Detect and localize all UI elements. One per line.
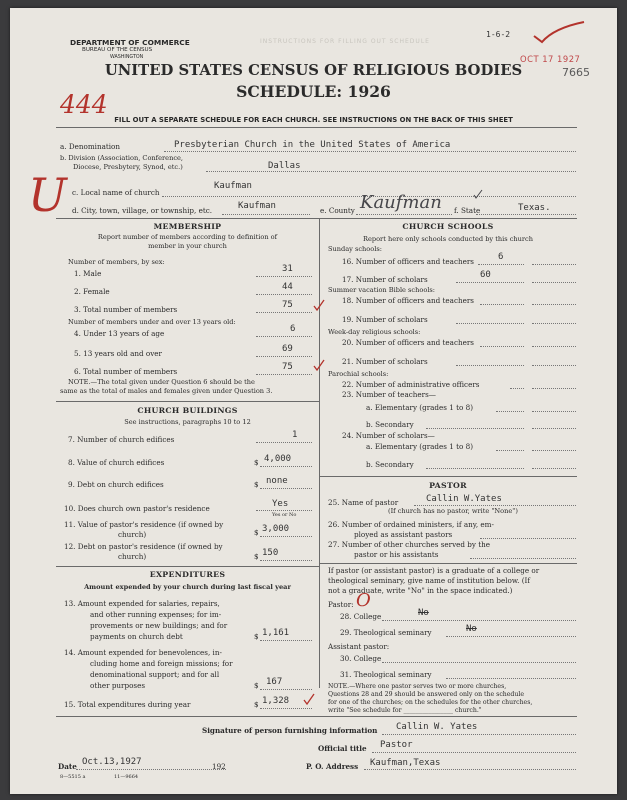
sunday-officers-line (478, 264, 524, 265)
top-section-rule (56, 218, 577, 219)
county-label: e. County (320, 206, 355, 215)
po-address-label: P. O. Address (306, 762, 359, 771)
membership-note: NOTE.—The total given under Question 6 should be the (68, 378, 255, 386)
residence-owned-label: 10. Does church own pastor's residence (64, 504, 210, 513)
under-13-line (256, 336, 312, 337)
benevolences-label: 14. Amount expended for benevolences, in- (64, 648, 222, 657)
graduate-instruction: If pastor (or assistant pastor) is a graduate of a college or (328, 566, 540, 575)
running-expenses-label-3: provements or new buildings; and for (90, 621, 228, 630)
total-expenditures-value: 1,328 (262, 696, 290, 706)
teachers-secondary-line-2 (532, 428, 576, 429)
benevolences-dollar: $ (254, 681, 259, 690)
pastor-seminary-value: No (466, 624, 477, 634)
received-date-stamp: OCT 17 1927 (520, 54, 581, 64)
edifices-count-value: 1 (292, 430, 298, 440)
parochial-scholars-label: 24. Number of scholars— (342, 431, 435, 440)
reverse-bleed-text: INSTRUCTIONS FOR FILLING OUT SCHEDULE (260, 38, 430, 45)
residence-debt-label: 12. Debt on pastor's residence (if owned by (64, 542, 223, 551)
edifices-value-dollar: $ (254, 458, 259, 467)
county-check-mark (472, 188, 484, 200)
assistant-seminary-label: 31. Theological seminary (340, 670, 432, 679)
other-churches-line (470, 558, 576, 559)
pastor-note-4: write "See schedule for ________________ church." (328, 707, 482, 714)
division-label-cont: Diocese, Presbytery, Synod, etc.) (73, 163, 183, 171)
under-13-value: 6 (290, 324, 296, 334)
age-total-check-mark (312, 358, 326, 372)
membership-heading: MEMBERSHIP (153, 222, 222, 231)
date-label: Date (58, 762, 77, 771)
signature-value: Callin W. Yates (396, 722, 478, 732)
column-divider (319, 218, 320, 688)
residence-debt-dollar: $ (254, 552, 259, 561)
assistant-ministers-line (480, 538, 576, 539)
church-name-label: c. Local name of church (72, 188, 160, 197)
running-expenses-label-2: and other running expenses; for im- (90, 610, 222, 619)
buildings-intro: See instructions, paragraphs 10 to 12 (124, 418, 251, 426)
pen-check-mark (530, 20, 590, 46)
over-13-value: 69 (282, 344, 293, 354)
division-line (206, 171, 576, 172)
po-address-line (364, 769, 576, 770)
by-sex-label: Number of members, by sex: (68, 258, 165, 266)
residence-value-label: 11. Value of pastor's residence (if owned by (64, 520, 224, 529)
pastor-heading: PASTOR (429, 481, 467, 490)
female-line (256, 294, 312, 295)
assistant-education-label: Assistant pastor: (328, 642, 390, 651)
city-name: WASHINGTON (110, 55, 144, 60)
total-members-age-label: 6. Total number of members (74, 367, 178, 376)
pastor-name-label: 25. Name of pastor (328, 498, 399, 507)
expenditures-heading: EXPENDITURES (149, 570, 226, 579)
weekday-schools-label: Week-day religious schools: (328, 328, 421, 336)
bureau-name: BUREAU OF THE CENSUS (82, 47, 153, 53)
scholars-secondary-line (426, 468, 524, 469)
pastor-college-value: No (418, 608, 429, 618)
weekday-scholars-line-2 (532, 365, 576, 366)
vacation-schools-label: Summer vacation Bible schools: (328, 286, 436, 294)
other-churches-label-cont: pastor or his assistants (354, 550, 439, 559)
edifices-count-line (256, 442, 312, 443)
female-label: 2. Female (74, 287, 110, 296)
edifices-count-label: 7. Number of church edifices (68, 435, 175, 444)
header-rule (56, 127, 577, 128)
division-value: Dallas (268, 161, 301, 171)
parochial-admin-label: 22. Number of administrative officers (342, 380, 480, 389)
weekday-officers-line-2 (532, 346, 576, 347)
official-title-value: Pastor (380, 740, 413, 750)
female-value: 44 (282, 282, 293, 292)
assistant-college-label: 30. College (340, 654, 382, 663)
state-value: Texas. (518, 203, 551, 213)
pen-letter-annotation: U (28, 168, 67, 222)
edifices-value-value: 4,000 (264, 454, 292, 464)
denomination-label: a. Denomination (60, 142, 120, 151)
edifices-debt-value: none (266, 476, 288, 486)
pastor-education-label: Pastor: (328, 600, 354, 609)
edifices-value-line (260, 466, 312, 467)
running-expenses-line (260, 640, 312, 641)
scholars-secondary-label: b. Secondary (366, 460, 414, 469)
pastor-inner-rule (319, 563, 577, 564)
schools-intro: Report here only schools conducted by this church (363, 235, 533, 243)
vacation-officers-line-2 (532, 304, 576, 305)
department-name: DEPARTMENT OF COMMERCE (70, 38, 190, 47)
teachers-elementary-line (496, 411, 524, 412)
state-line (476, 214, 576, 215)
signature-label: Signature of person furnishing information (202, 726, 378, 735)
male-label: 1. Male (74, 269, 102, 278)
census-schedule-sheet (10, 8, 617, 794)
weekday-scholars-line (456, 365, 524, 366)
parochial-admin-line-2 (532, 388, 576, 389)
residence-owned-value: Yes (272, 499, 289, 509)
total-expenditures-dollar: $ (254, 700, 259, 709)
vacation-officers-line (480, 304, 524, 305)
sunday-schools-label: Sunday schools: (328, 245, 382, 253)
residence-value-line (260, 536, 312, 537)
total-members-value: 75 (282, 300, 293, 310)
membership-intro-cont: member in your church (148, 242, 227, 250)
expenditure-check-mark (302, 692, 316, 706)
sunday-officers-value: 6 (498, 252, 504, 262)
male-value: 31 (282, 264, 293, 274)
denomination-line (164, 151, 576, 152)
city-line (222, 214, 310, 215)
over-13-label: 5. 13 years old and over (74, 349, 162, 358)
form-title: UNITED STATES CENSUS OF RELIGIOUS BODIES (104, 62, 523, 79)
parochial-teachers-label: 23. Number of teachers— (342, 390, 436, 399)
residence-value-dollar: $ (254, 528, 259, 537)
instruction-line: FILL OUT A SEPARATE SCHEDULE FOR EACH CHURCH. SEE INSTRUCTIONS ON THE BACK OF THIS SHEET (114, 116, 513, 124)
membership-note-cont: same as the total of males and females given under Question 3. (60, 387, 273, 395)
signature-line (382, 734, 576, 735)
total-expenditures-line (260, 708, 312, 709)
teachers-elementary-label: a. Elementary (grades 1 to 8) (366, 403, 473, 412)
serial-number: 7665 (562, 66, 590, 79)
buildings-rule (56, 566, 319, 567)
total-members-age-line (256, 374, 312, 375)
church-name-value: Kaufman (214, 181, 252, 191)
benevolences-line (260, 689, 312, 690)
form-code: 1-6-2 (486, 30, 511, 39)
city-label: d. City, town, village, or township, etc. (72, 206, 213, 215)
date-suffix: 192 (212, 762, 226, 771)
age-split-label: Number of members under and over 13 years old: (68, 318, 236, 326)
buildings-heading: CHURCH BUILDINGS (137, 406, 238, 415)
sunday-scholars-line (456, 282, 524, 283)
vacation-officers-label: 18. Number of officers and teachers (342, 296, 474, 305)
benevolences-label-2: cluding home and foreign missions; for (90, 659, 233, 668)
pastor-name-value: Callin W.Yates (426, 494, 502, 504)
graduate-instruction-2: theological seminary, give name of institution below. (If (328, 576, 531, 585)
assistant-ministers-label-cont: ployed as assistant pastors (354, 530, 453, 539)
city-value: Kaufman (238, 201, 276, 211)
under-13-label: 4. Under 13 years of age (74, 329, 165, 338)
pastor-college-line (382, 620, 576, 621)
pastor-name-hint: (If church has no pastor, write "None") (388, 507, 518, 515)
date-value: Oct.13,1927 (82, 757, 142, 767)
total-members-line (256, 312, 312, 313)
weekday-officers-label: 20. Number of officers and teachers (342, 338, 474, 347)
pastor-note-3: for one of the churches; on the schedules for the other churches, (328, 699, 533, 706)
parochial-schools-label: Parochial schools: (328, 370, 389, 378)
weekday-scholars-label: 21. Number of scholars (342, 357, 428, 366)
teachers-elementary-line-2 (532, 411, 576, 412)
po-address-value: Kaufman,Texas (370, 758, 441, 768)
schools-rule (319, 476, 577, 477)
sunday-scholars-line-2 (532, 282, 576, 283)
residence-value-label-cont: church) (118, 530, 147, 539)
pastor-seminary-label: 29. Theological seminary (340, 628, 432, 637)
assistant-college-line (382, 662, 576, 663)
teachers-secondary-label: b. Secondary (366, 420, 414, 429)
form-subtitle: SCHEDULE: 1926 (236, 82, 391, 101)
denomination-value: Presbyterian Church in the United States of America (174, 140, 451, 150)
sunday-scholars-label: 17. Number of scholars (342, 275, 428, 284)
date-line (76, 769, 226, 770)
scholars-elementary-line-2 (532, 450, 576, 451)
assistant-ministers-label: 26. Number of ordained ministers, if any, em- (328, 520, 494, 529)
pen-number-annotation: 444 (60, 90, 108, 119)
total-expenditures-label: 15. Total expenditures during year (64, 700, 191, 709)
expenditures-intro: Amount expended by your church during last fiscal year (84, 583, 291, 591)
total-members-age-value: 75 (282, 362, 293, 372)
over-13-line (256, 356, 312, 357)
residence-value-value: 3,000 (262, 524, 290, 534)
scholars-elementary-label: a. Elementary (grades 1 to 8) (366, 442, 473, 451)
vacation-scholars-line-2 (532, 323, 576, 324)
total-check-mark (312, 298, 326, 312)
weekday-officers-line (480, 346, 524, 347)
membership-intro: Report number of members according to definition of (97, 233, 278, 241)
teachers-secondary-line (426, 428, 524, 429)
pen-circle-annotation: O (356, 590, 371, 611)
running-expenses-dollar: $ (254, 632, 259, 641)
division-label: b. Division (Association, Conference, (60, 154, 184, 162)
residence-debt-line (260, 560, 312, 561)
edifices-debt-line (260, 488, 312, 489)
county-line (356, 214, 452, 215)
scholars-secondary-line-2 (532, 468, 576, 469)
schools-heading: CHURCH SCHOOLS (402, 222, 494, 231)
county-value: Kaufman (360, 192, 442, 213)
edifices-debt-label: 9. Debt on church edifices (68, 480, 164, 489)
pastor-seminary-line (446, 636, 576, 637)
parochial-admin-line (510, 388, 524, 389)
other-churches-label: 27. Number of other churches served by the (328, 540, 491, 549)
official-title-line (372, 752, 576, 753)
edifices-value-label: 8. Value of church edifices (68, 458, 165, 467)
edifices-debt-dollar: $ (254, 480, 259, 489)
yes-or-no-hint: Yes or No (272, 512, 297, 518)
sunday-officers-line-2 (532, 264, 576, 265)
membership-rule (56, 401, 319, 402)
benevolences-label-3: denominational support; and for all (90, 670, 220, 679)
benevolences-label-4: other purposes (90, 681, 146, 690)
pastor-name-line (414, 505, 576, 506)
running-expenses-value: 1,161 (262, 628, 290, 638)
pastor-note: NOTE.—Where one pastor serves two or more churches, (328, 683, 507, 690)
scholars-elementary-line (496, 450, 524, 451)
residence-owned-line (256, 510, 312, 511)
residence-debt-value: 150 (262, 548, 279, 558)
total-members-label: 3. Total number of members (74, 305, 178, 314)
official-title-label: Official title (318, 744, 367, 753)
pastor-note-2: Questions 28 and 29 should be answered only on the schedule (328, 691, 525, 698)
running-expenses-label: 13. Amount expended for salaries, repairs, (64, 599, 220, 608)
benevolences-value: 167 (266, 677, 283, 687)
print-code-2: 11—9664 (114, 774, 139, 780)
residence-debt-label-cont: church) (118, 552, 147, 561)
bottom-section-rule (56, 716, 577, 717)
assistant-seminary-line (446, 678, 576, 679)
graduate-instruction-3: not a graduate, write "No" in the space indicated.) (328, 586, 513, 595)
sunday-scholars-value: 60 (480, 270, 491, 280)
vacation-scholars-label: 19. Number of scholars (342, 315, 428, 324)
sunday-officers-label: 16. Number of officers and teachers (342, 257, 474, 266)
pastor-college-label: 28. College (340, 612, 382, 621)
running-expenses-label-4: payments on church debt (90, 632, 183, 641)
print-code-1: 8—5515 a (60, 774, 86, 780)
male-line (256, 276, 312, 277)
state-label: f. State (454, 206, 481, 215)
vacation-scholars-line (456, 323, 524, 324)
